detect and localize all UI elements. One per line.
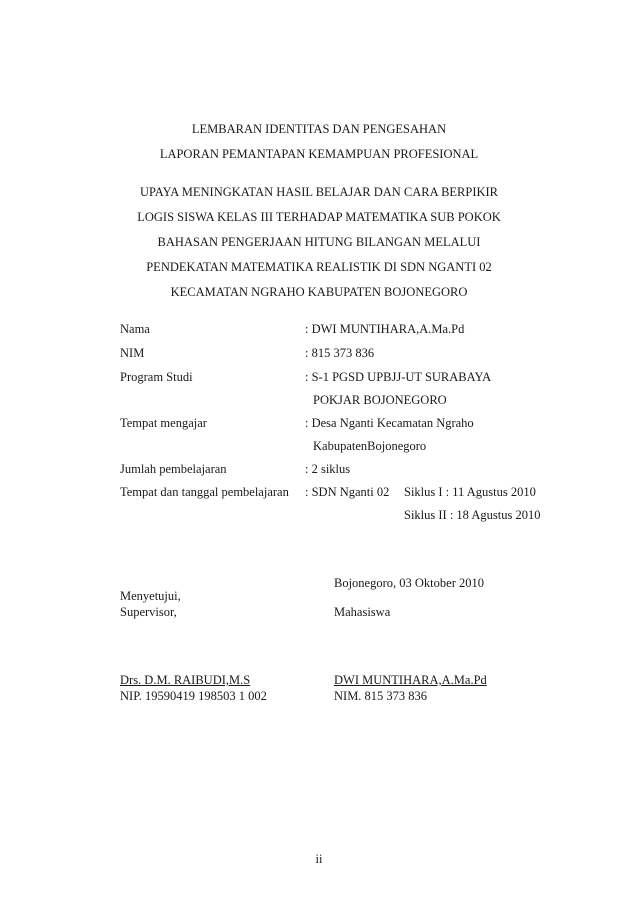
page-number: ii <box>315 852 323 866</box>
header-line-2: LAPORAN PEMANTAPAN KEMAMPUAN PROFESIONAL <box>159 147 479 161</box>
supervisor-name: Drs. D.M. RAIBUDI,M.S <box>120 673 251 687</box>
prodi-value-continued: POKJAR BOJONEGORO <box>313 393 447 407</box>
nim-value: : 815 373 836 <box>305 346 375 360</box>
tempat-mengajar-value: : Desa Nganti Kecamatan Ngraho <box>305 416 474 430</box>
tempat-mengajar-value-continued: KabupatenBojonegoro <box>313 439 427 453</box>
student-role-label: Mahasiswa <box>334 605 391 619</box>
nama-value: : DWI MUNTIHARA,A.Ma.Pd <box>305 322 465 336</box>
tempat-mengajar-label: Tempat mengajar <box>120 416 207 430</box>
title-line-5: KECAMATAN NGRAHO KABUPATEN BOJONEGORO <box>170 285 468 299</box>
supervisor-label: Supervisor, <box>120 605 177 619</box>
nama-label: Nama <box>120 322 150 336</box>
title-line-1: UPAYA MENINGKATAN HASIL BELAJAR DAN CARA BERPIKIR <box>139 185 499 199</box>
student-name: DWI MUNTIHARA,A.Ma.Pd <box>334 673 487 687</box>
nim-label: NIM <box>120 346 145 360</box>
tempat-tanggal-value: : SDN Nganti 02 <box>305 485 390 499</box>
jumlah-pembelajaran-value: : 2 siklus <box>305 462 351 476</box>
approval-label: Menyetujui, <box>120 589 181 603</box>
siklus-2-date: Siklus II : 18 Agustus 2010 <box>404 508 541 522</box>
jumlah-pembelajaran-label: Jumlah pembelajaran <box>120 462 227 476</box>
header-line-1: LEMBARAN IDENTITAS DAN PENGESAHAN <box>191 122 447 136</box>
place-date: Bojonegoro, 03 Oktober 2010 <box>334 576 484 590</box>
prodi-label: Program Studi <box>120 370 193 384</box>
siklus-1-date: Siklus I : 11 Agustus 2010 <box>404 485 536 499</box>
supervisor-nip: NIP. 19590419 198503 1 002 <box>120 689 267 703</box>
title-line-3: BAHASAN PENGERJAAN HITUNG BILANGAN MELALUI <box>157 235 481 249</box>
title-line-2: LOGIS SISWA KELAS III TERHADAP MATEMATIKA SUB POKOK <box>137 210 501 224</box>
title-line-4: PENDEKATAN MATEMATIKA REALISTIK DI SDN NGANTI 02 <box>146 260 492 274</box>
student-nim: NIM. 815 373 836 <box>334 689 428 703</box>
tempat-tanggal-label: Tempat dan tanggal pembelajaran <box>120 485 289 499</box>
prodi-value: : S-1 PGSD UPBJJ-UT SURABAYA <box>305 370 492 384</box>
